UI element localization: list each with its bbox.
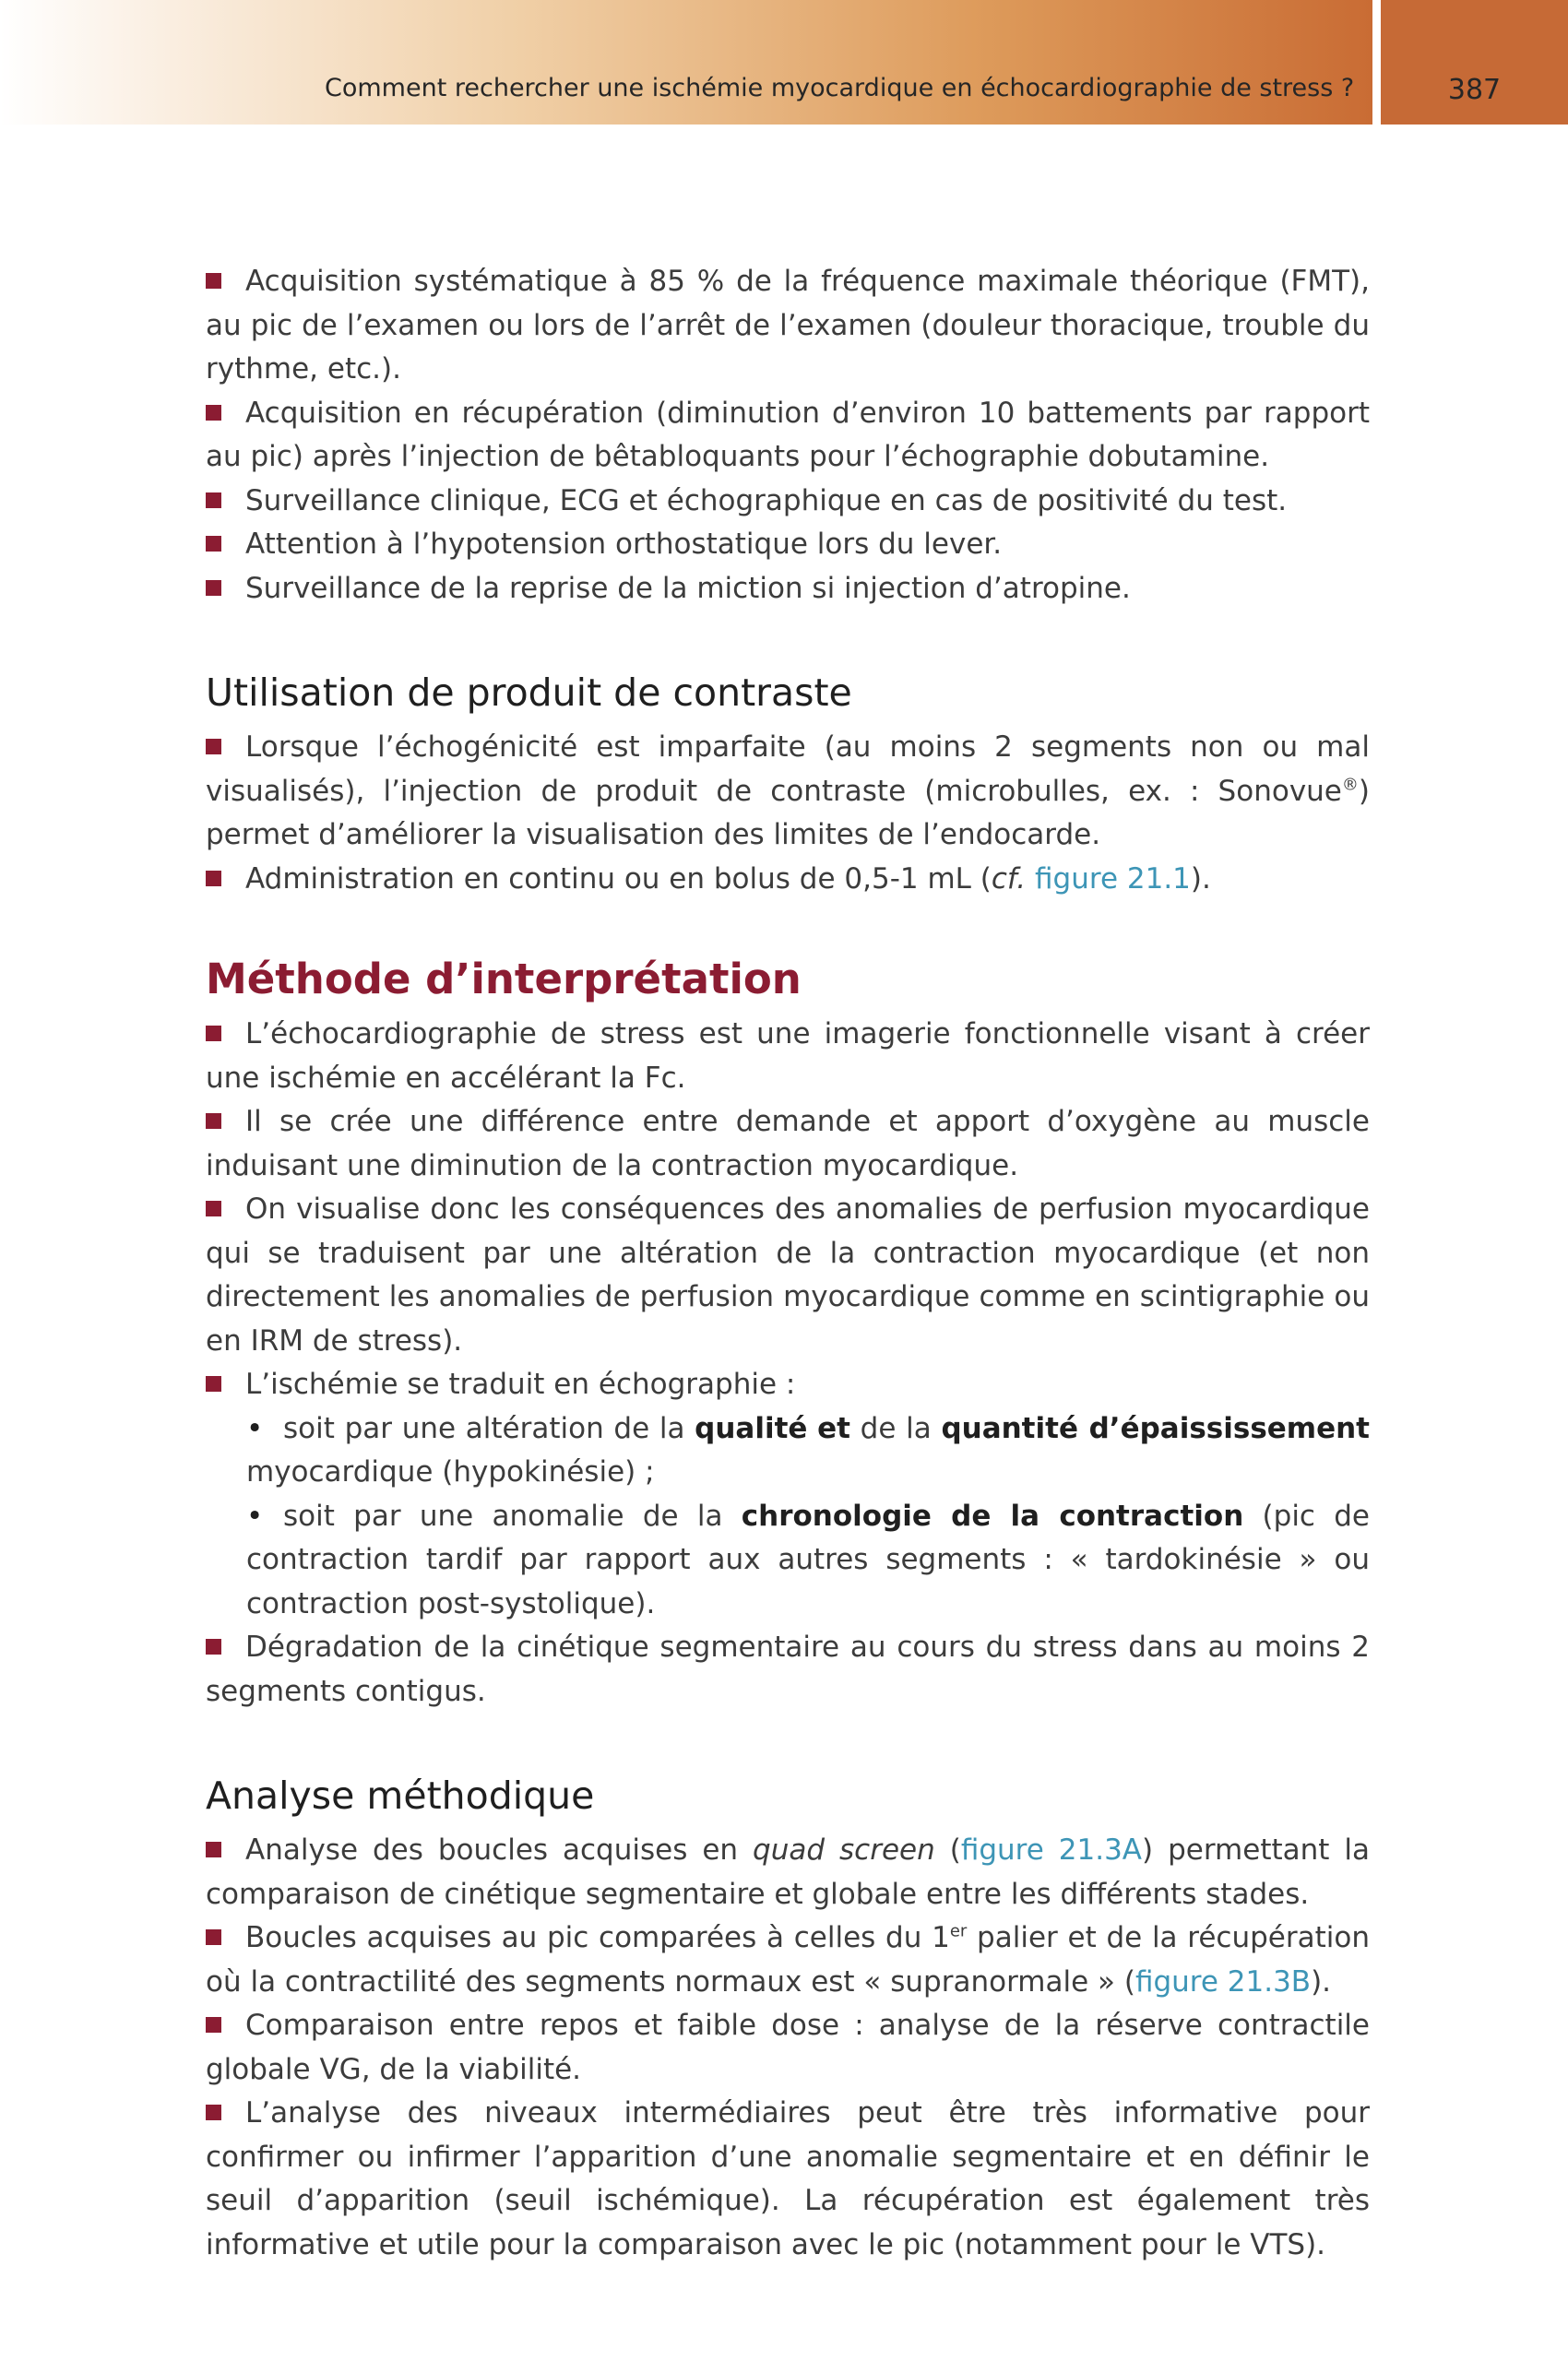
page-number: 387 bbox=[1447, 74, 1502, 106]
round-bullet-icon: • bbox=[246, 1499, 264, 1533]
running-header-title: Comment rechercher une ischémie myocardique en échocardiographie de stress ? bbox=[325, 74, 1355, 102]
list-item: Surveillance de la reprise de la miction si injection d’atropine. bbox=[206, 567, 1370, 611]
list-item: Administration en continu ou en bolus de 0,5-1 mL (cf. figure 21.1). bbox=[206, 858, 1370, 902]
square-bullet-icon bbox=[206, 1376, 221, 1392]
figure-link[interactable]: figure 21.3A bbox=[960, 1833, 1143, 1867]
square-bullet-icon bbox=[206, 2105, 221, 2120]
list-item: Dégradation de la cinétique segmentaire au cours du stress dans au moins 2 segments contigus. bbox=[206, 1631, 1370, 1708]
contrast-list bbox=[206, 726, 1370, 901]
square-bullet-icon bbox=[206, 492, 221, 508]
square-bullet-icon bbox=[206, 536, 221, 552]
list-item: Lorsque l’échogénicité est imparfaite (au moins 2 segments non ou mal visualisés), l’injection de produit de contraste (microbulles, ex. : Sonovue®) permet d’améliorer la visualisation des limites de l’endocarde. bbox=[206, 730, 1370, 851]
list-item: Boucles acquises au pic comparées à celles du 1er palier et de la récupération où la contractilité des segments normaux est « supranormale » (figure 21.3B). bbox=[206, 1921, 1370, 1999]
list-item: Il se crée une différence entre demande et apport d’oxygène au muscle induisant une diminution de la contraction myocardique. bbox=[206, 1105, 1370, 1182]
page-body bbox=[206, 260, 1370, 2267]
figure-link[interactable]: figure 21.1 bbox=[1035, 861, 1191, 896]
list-item: L’ischémie se traduit en échographie : bbox=[206, 1363, 1370, 1407]
square-bullet-icon bbox=[206, 1113, 221, 1129]
section-heading-method: Méthode d’interprétation bbox=[206, 955, 802, 1003]
square-bullet-icon bbox=[206, 1929, 221, 1945]
square-bullet-icon bbox=[206, 1842, 221, 1857]
registered-mark: ® bbox=[1341, 775, 1359, 795]
square-bullet-icon bbox=[206, 1201, 221, 1216]
sub-list-item: • soit par une altération de la qualité et de la quantité d’épaississement myocardique (hypokinésie) ; bbox=[206, 1407, 1370, 1495]
method-list bbox=[206, 1013, 1370, 1714]
list-item: L’échocardiographie de stress est une imagerie fonctionnelle visant à créer une ischémie en accélérant la Fc. bbox=[206, 1017, 1370, 1095]
analysis-list bbox=[206, 1829, 1370, 2267]
header-band bbox=[0, 0, 1372, 125]
list-item: Analyse des boucles acquises en quad screen (figure 21.3A) permettant la comparaison de cinétique segmentaire et globale entre les différents stades. bbox=[206, 1833, 1371, 1911]
list-item: Acquisition en récupération (diminution d’environ 10 battements par rapport au pic) après l’injection de bêtabloquants pour l’échographie dobutamine. bbox=[206, 396, 1370, 473]
list-item: Attention à l’hypotension orthostatique lors du lever. bbox=[206, 523, 1370, 567]
section-heading-analysis: Analyse méthodique bbox=[206, 1774, 595, 1818]
square-bullet-icon bbox=[206, 1639, 221, 1655]
section-heading-contrast: Utilisation de produit de contraste bbox=[206, 670, 852, 715]
square-bullet-icon bbox=[206, 580, 221, 596]
figure-link[interactable]: figure 21.3B bbox=[1134, 1964, 1312, 1999]
list-item: On visualise donc les conséquences des anomalies de perfusion myocardique qui se traduisent par une altération de la contraction myocardique (et non directement les anomalies de perfusion myocardique comme en scintigraphie ou en IRM de stress). bbox=[206, 1192, 1370, 1358]
intro-list bbox=[206, 260, 1370, 611]
square-bullet-icon bbox=[206, 273, 221, 289]
page-number-box bbox=[1381, 0, 1568, 125]
square-bullet-icon bbox=[206, 739, 221, 754]
square-bullet-icon bbox=[206, 405, 221, 421]
square-bullet-icon bbox=[206, 2017, 221, 2033]
list-item: Surveillance clinique, ECG et échographique en cas de positivité du test. bbox=[206, 480, 1370, 524]
list-item: Comparaison entre repos et faible dose : analyse de la réserve contractile globale VG, de la viabilité. bbox=[206, 2009, 1370, 2086]
sub-list-item: • soit par une anomalie de la chronologie de la contraction (pic de contraction tardif par rapport aux autres segments : « tardokinésie » ou contraction post-systolique). bbox=[206, 1495, 1370, 1627]
square-bullet-icon bbox=[206, 1026, 221, 1041]
list-item: Acquisition systématique à 85 % de la fréquence maximale théorique (FMT), au pic de l’examen ou lors de l’arrêt de l’examen (douleur thoracique, trouble du rythme, etc.). bbox=[206, 265, 1370, 386]
square-bullet-icon bbox=[206, 871, 221, 886]
list-item: L’analyse des niveaux intermédiaires peut être très informative pour confirmer ou infirmer l’apparition d’une anomalie segmentaire et en définir le seuil d’apparition (seuil ischémique). La récupération est également très informative et utile pour la comparaison avec le pic (notamment pour le VTS). bbox=[206, 2096, 1370, 2261]
round-bullet-icon: • bbox=[246, 1411, 264, 1445]
